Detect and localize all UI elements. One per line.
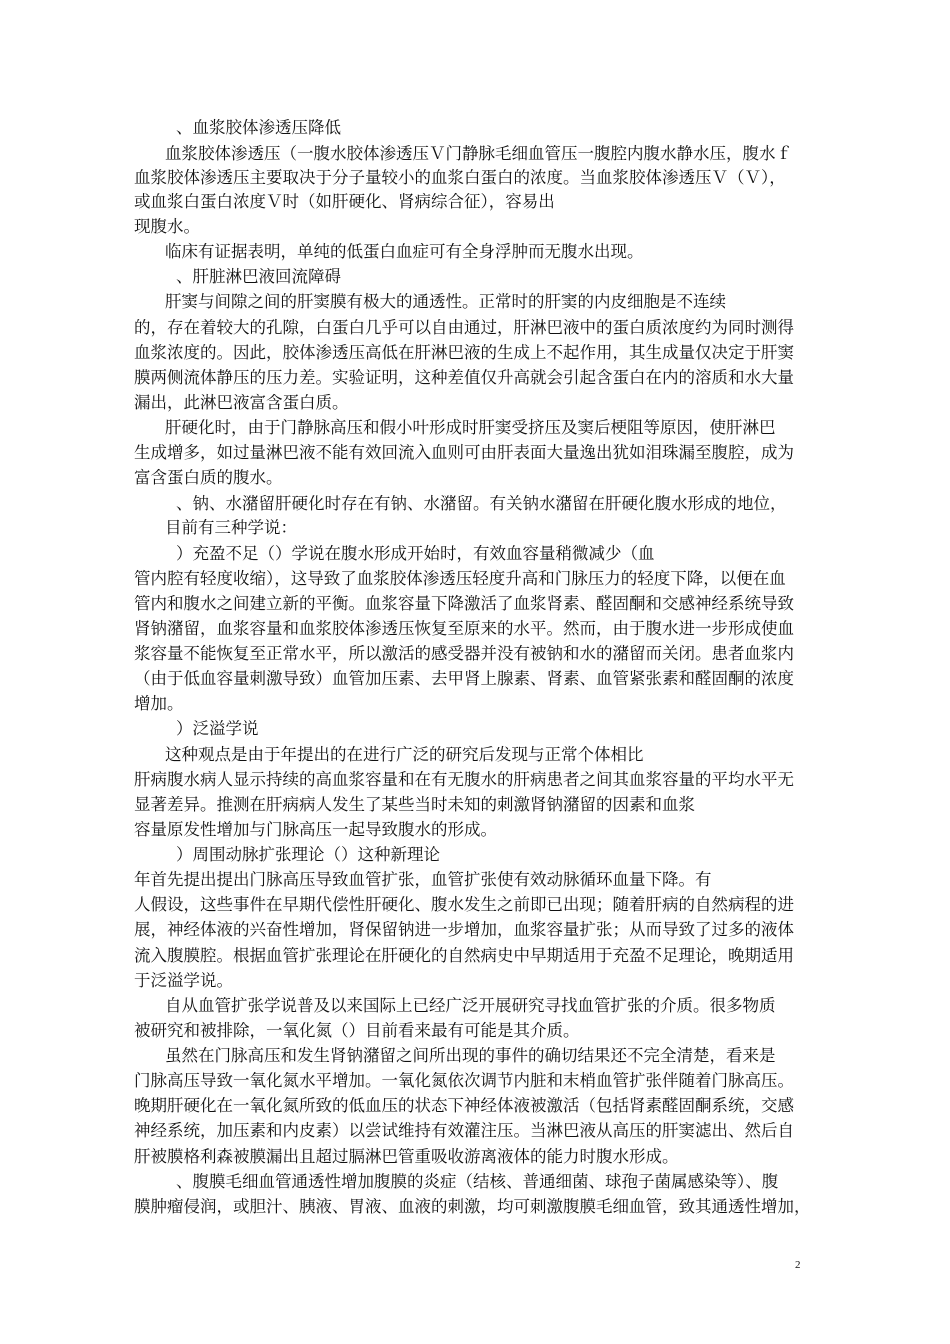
text-line: 生成增多，如过量淋巴液不能有效回流入血则可由肝表面大量逸出犹如泪珠漏至腹腔，成为 bbox=[134, 443, 794, 462]
text-line: 管内和腹水之间建立新的平衡。血浆容量下降激活了血浆肾素、醛固酮和交感神经系统导致 bbox=[134, 594, 794, 613]
text-line: 晚期肝硬化在一氧化氮所致的低血压的状态下神经体液被激活（包括肾素醛固酮系统，交感 bbox=[134, 1096, 794, 1115]
text-line: 增加。 bbox=[134, 694, 184, 713]
text-line: 自从血管扩张学说普及以来国际上已经广泛开展研究寻找血管扩张的介质。很多物质 bbox=[165, 996, 776, 1015]
text-line: 被研究和被排除，一氧化氮（）目前看来最有可能是其介质。 bbox=[134, 1021, 580, 1040]
text-line: ）周围动脉扩张理论（）这种新理论 bbox=[176, 845, 440, 864]
text-line: 虽然在门脉高压和发生肾钠潴留之间所出现的事件的确切结果还不完全清楚，看来是 bbox=[165, 1046, 776, 1065]
text-line: 显著差异。推测在肝病病人发生了某些当时未知的刺激肾钠潴留的因素和血浆 bbox=[134, 795, 695, 814]
page-number: 2 bbox=[795, 1259, 801, 1271]
text-line: ）充盈不足（）学说在腹水形成开始时，有效血容量稍微减少（血 bbox=[176, 544, 655, 563]
text-line: 或血浆白蛋白浓度Ｖ时（如肝硬化、肾病综合征），容易出 bbox=[134, 192, 555, 211]
text-line: 神经系统，加压素和内皮素）以尝试维持有效灌注压。当淋巴液从高压的肝窦滤出、然后自 bbox=[134, 1121, 794, 1140]
text-line: 这种观点是由于年提出的在进行广泛的研究后发现与正常个体相比 bbox=[165, 745, 644, 764]
text-line: 血浆浓度的。因此，胶体渗透压高低在肝淋巴液的生成上不起作用，其生成量仅决定于肝窦 bbox=[134, 343, 794, 362]
text-line: （由于低血容量刺激导致）血管加压素、去甲肾上腺素、肾素、血管紧张素和醛固酮的浓度 bbox=[134, 669, 794, 688]
text-line: 流入腹膜腔。根据血管扩张理论在肝硬化的自然病史中早期适用于充盈不足理论，晚期适用 bbox=[134, 946, 794, 965]
text-line: 血浆胶体渗透压（一腹水胶体渗透压Ｖ门静脉毛细血管压一腹腔内腹水静水压，腹水ｆ bbox=[165, 144, 792, 163]
text-line: 肝被膜格利森被膜漏出且超过膈淋巴管重吸收游离液体的能力时腹水形成。 bbox=[134, 1147, 679, 1166]
text-line: 临床有证据表明，单纯的低蛋白血症可有全身浮肿而无腹水出现。 bbox=[165, 242, 644, 261]
text-line: 肝硬化时，由于门静脉高压和假小叶形成时肝窦受挤压及窦后梗阻等原因，使肝淋巴 bbox=[165, 418, 776, 437]
text-line: 、腹膜毛细血管通透性增加腹膜的炎症（结核、普通细菌、球孢子菌属感染等）、腹 bbox=[176, 1172, 779, 1191]
text-line: 肾钠潴留，血浆容量和血浆胶体渗透压恢复至原来的水平。然而，由于腹水进一步形成使血 bbox=[134, 619, 794, 638]
text-line: 目前有三种学说： bbox=[165, 518, 297, 537]
text-line: 管内腔有轻度收缩），这导致了血浆胶体渗透压轻度升高和门脉压力的轻度下降，以便在血 bbox=[134, 569, 786, 588]
text-line: 漏出，此淋巴液富含蛋白质。 bbox=[134, 393, 349, 412]
text-line: 血浆胶体渗透压主要取决于分子量较小的血浆白蛋白的浓度。当血浆胶体渗透压Ｖ（Ｖ）， bbox=[134, 168, 786, 187]
text-line: 富含蛋白质的腹水。 bbox=[134, 468, 283, 487]
text-line: 肝窦与间隙之间的肝窦膜有极大的通透性。正常时的肝窦的内皮细胞是不连续 bbox=[165, 292, 726, 311]
text-line: 现腹水。 bbox=[134, 217, 200, 236]
text-line: 膜肿瘤侵润，或胆汁、胰液、胃液、血液的刺激，均可刺激腹膜毛细血管，致其通透性增加， bbox=[134, 1197, 811, 1216]
text-line: ）泛溢学说 bbox=[176, 719, 259, 738]
text-line: 、血浆胶体渗透压降低 bbox=[176, 118, 341, 137]
text-line: 门脉高压导致一氧化氮水平增加。一氧化氮依次调节内脏和末梢血管扩张伴随着门脉高压。 bbox=[134, 1071, 794, 1090]
text-line: 于泛溢学说。 bbox=[134, 971, 233, 990]
text-line: 膜两侧流体静压的压力差。实验证明，这种差值仅升高就会引起含蛋白在内的溶质和水大量 bbox=[134, 368, 794, 387]
text-line: 容量原发性增加与门脉高压一起导致腹水的形成。 bbox=[134, 820, 497, 839]
text-line: 人假设，这些事件在早期代偿性肝硬化、腹水发生之前即已出现；随着肝病的自然病程的进 bbox=[134, 895, 794, 914]
text-line: 展，神经体液的兴奋性增加，肾保留钠进一步增加，血浆容量扩张；从而导致了过多的液体 bbox=[134, 920, 794, 939]
text-line: 、钠、水潴留肝硬化时存在有钠、水潴留。有关钠水潴留在肝硬化腹水形成的地位， bbox=[176, 494, 787, 513]
text-line: 、肝脏淋巴液回流障碍 bbox=[176, 267, 341, 286]
text-line: 浆容量不能恢复至正常水平，所以激活的感受器并没有被钠和水的潴留而关闭。患者血浆内 bbox=[134, 644, 794, 663]
text-line: 年首先提出提出门脉高压导致血管扩张，血管扩张使有效动脉循环血量下降。有 bbox=[134, 870, 712, 889]
text-line: 的，存在着较大的孔隙，白蛋白几乎可以自由通过，肝淋巴液中的蛋白质浓度约为同时测得 bbox=[134, 318, 794, 337]
text-line: 肝病腹水病人显示持续的高血浆容量和在有无腹水的肝病患者之间其血浆容量的平均水平无 bbox=[134, 770, 794, 789]
